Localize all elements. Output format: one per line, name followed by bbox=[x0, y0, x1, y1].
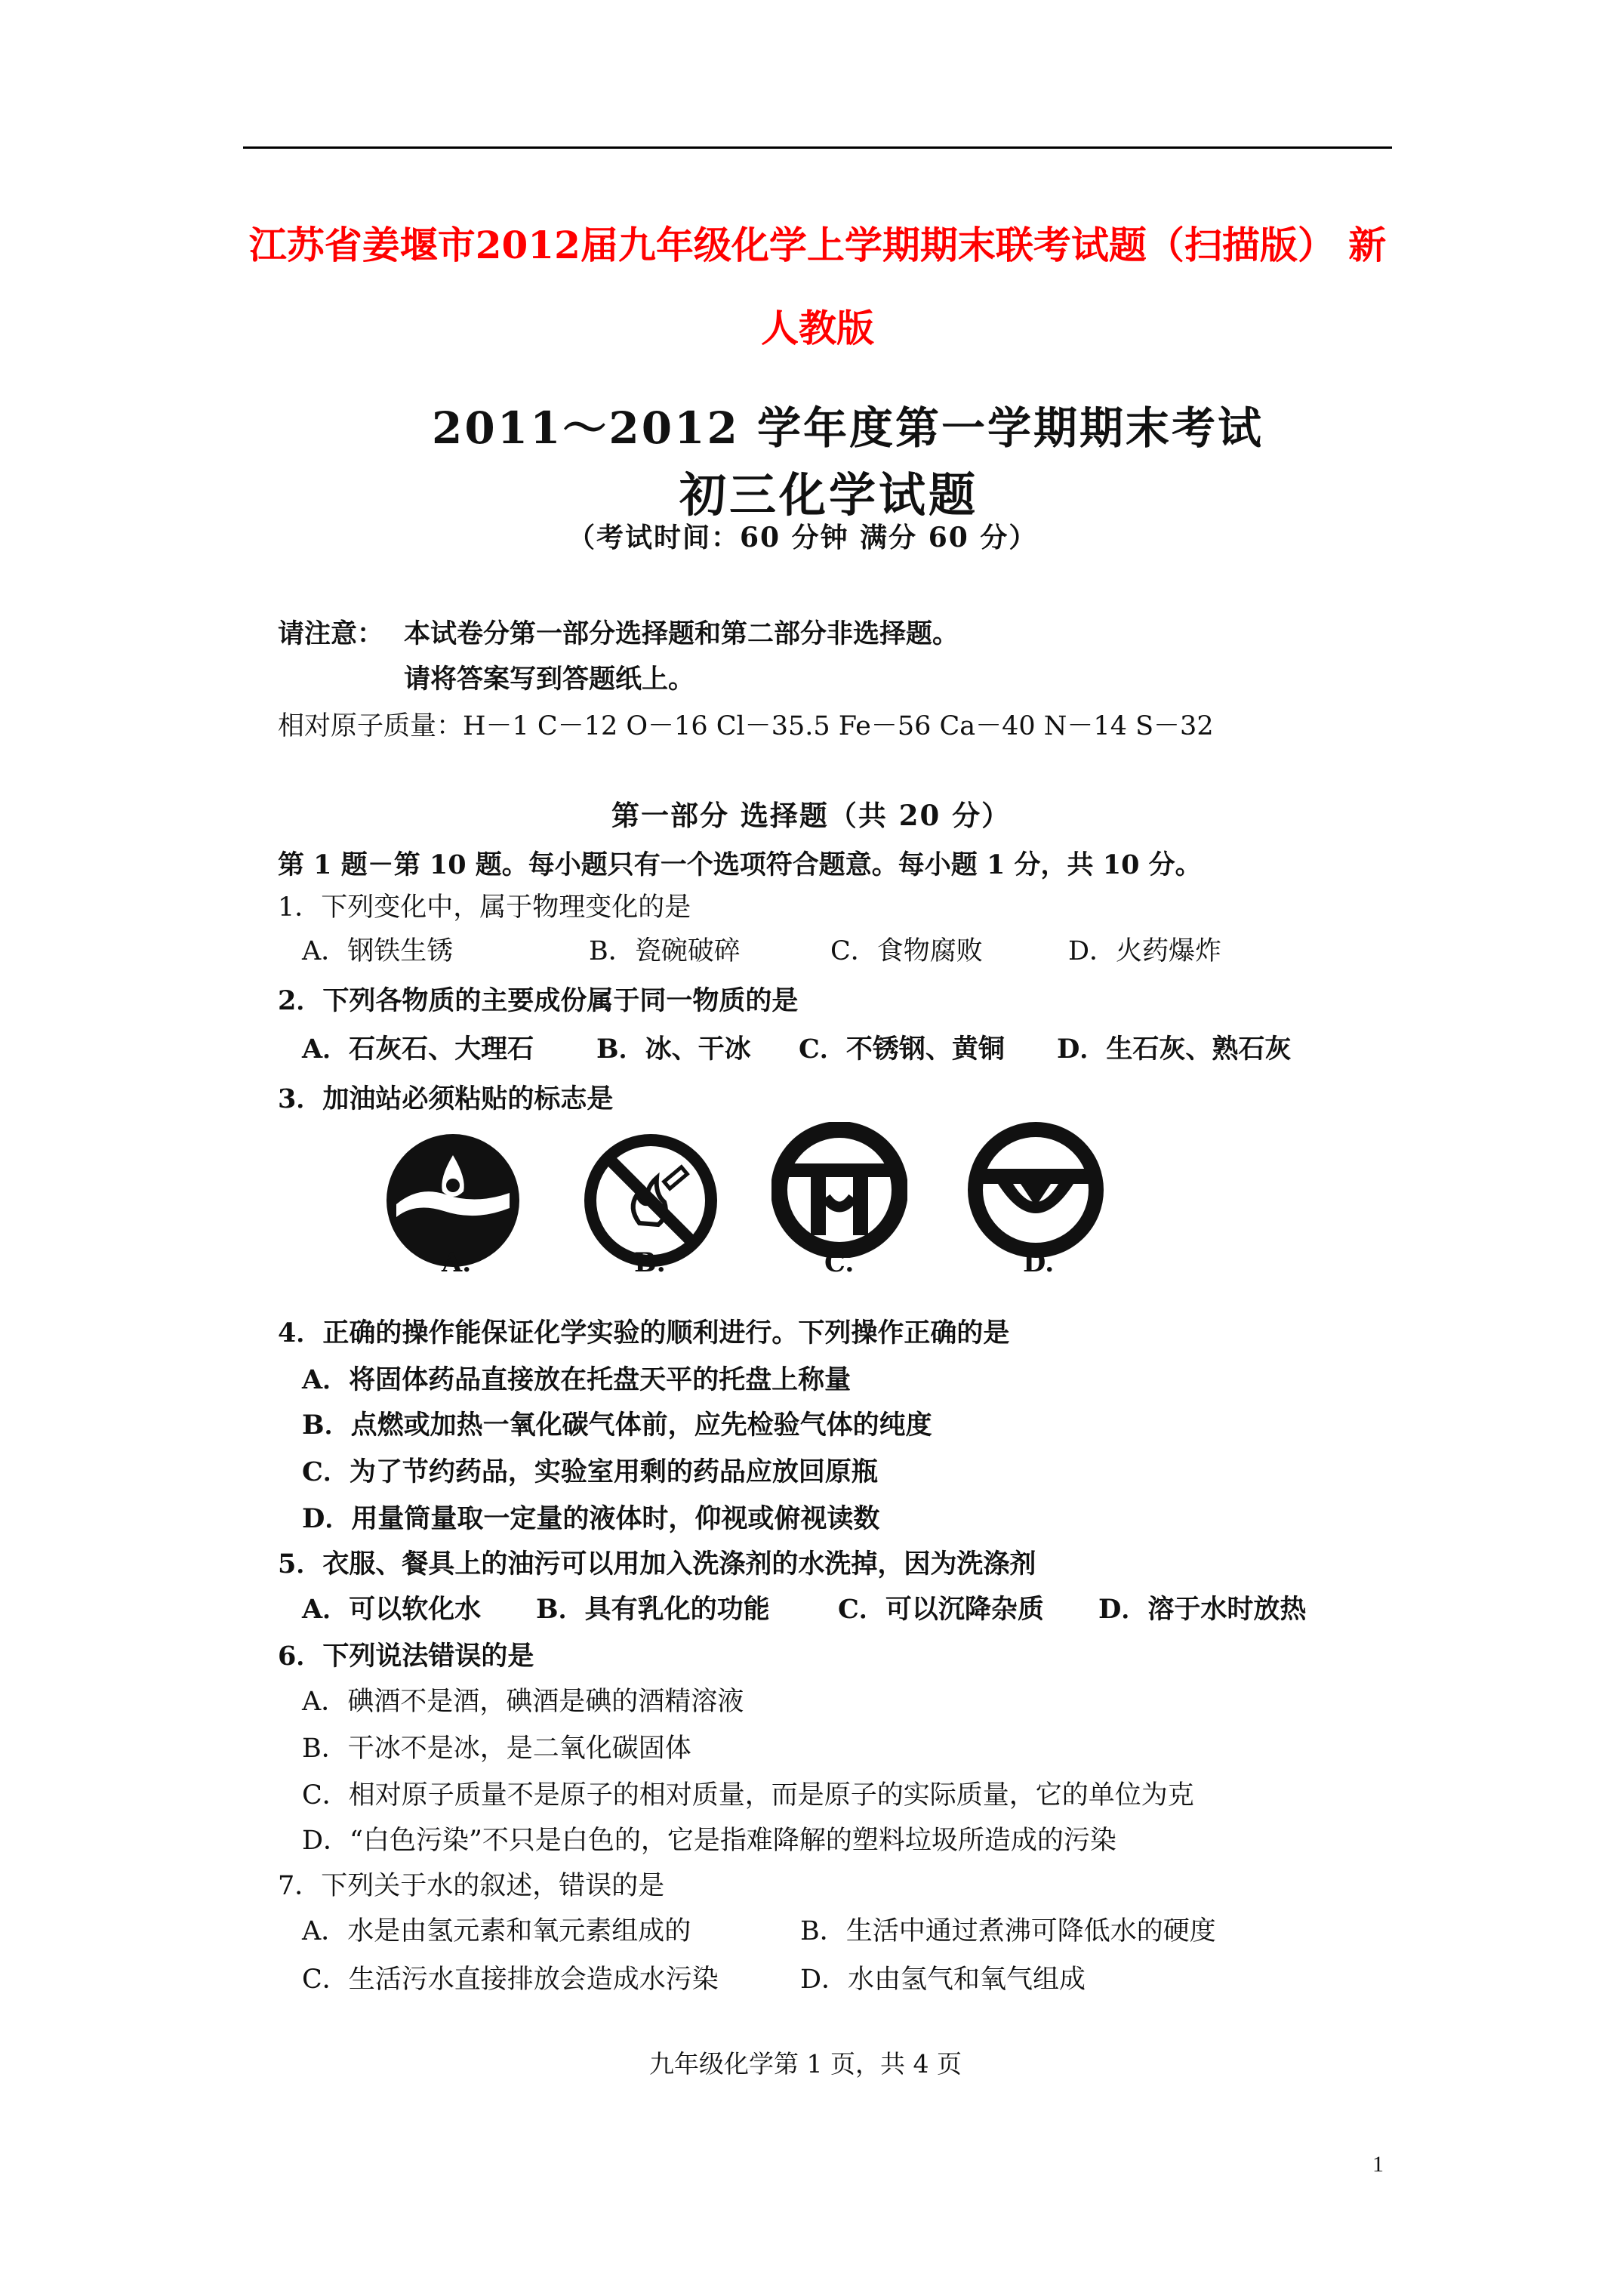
q4-stem: 4．正确的操作能保证化学实验的顺利进行。下列操作正确的是 bbox=[278, 1318, 1010, 1348]
atomic-mass-line: 相对原子质量：H－1 C－12 O－16 Cl－35.5 Fe－56 Ca－40 N－14 S－32 bbox=[278, 711, 1214, 741]
q1-option-d: D．火药爆炸 bbox=[1068, 936, 1222, 966]
q2-option-a: A．石灰石、大理石 bbox=[302, 1034, 534, 1065]
section1-heading: 第一部分 选择题（共 20 分） bbox=[611, 799, 1012, 832]
q7-option-b: B．生活中通过煮沸可降低水的硬度 bbox=[800, 1916, 1216, 1946]
q1-option-b: B．瓷碗破碎 bbox=[589, 936, 741, 966]
q6-option-c: C．相对原子质量不是原子的相对质量，而是原子的实际质量，它的单位为克 bbox=[302, 1780, 1194, 1811]
sign-d-icon bbox=[968, 1122, 1104, 1258]
q1-option-a: A．钢铁生锈 bbox=[302, 936, 454, 966]
q5-option-b: B．具有乳化的功能 bbox=[536, 1594, 770, 1625]
document-title-line2: 人教版 bbox=[761, 306, 874, 350]
exam-time: （考试时间：60 分钟 满分 60 分） bbox=[568, 522, 1038, 553]
document-title-line1: 江苏省姜堰市2012届九年级化学上学期期末联考试题（扫描版） 新 bbox=[248, 223, 1387, 267]
q6-option-d: D．“白色污染”不只是白色的，它是指难降解的塑料垃圾所造成的污染 bbox=[302, 1826, 1116, 1856]
page-info-footer: 九年级化学第 1 页，共 4 页 bbox=[649, 2049, 962, 2079]
q3-stem: 3．加油站必须粘贴的标志是 bbox=[278, 1083, 614, 1114]
q5-option-c: C．可以沉降杂质 bbox=[838, 1594, 1044, 1625]
q7-option-d: D．水由氢气和氧气组成 bbox=[800, 1965, 1086, 1995]
q5-option-a: A．可以软化水 bbox=[302, 1594, 482, 1625]
q4-option-a: A．将固体药品直接放在托盘天平的托盘上称量 bbox=[302, 1364, 852, 1395]
q3-option-d: D. bbox=[1023, 1247, 1055, 1278]
q7-stem: 7．下列关于水的叙述，错误的是 bbox=[278, 1871, 665, 1901]
q2-stem: 2．下列各物质的主要成份属于同一物质的是 bbox=[278, 985, 799, 1016]
q3-option-a: A. bbox=[442, 1247, 472, 1278]
q4-option-d: D．用量筒量取一定量的液体时，仰视或俯视读数 bbox=[302, 1503, 880, 1534]
notice-label: 请注意： bbox=[278, 618, 384, 649]
q2-option-d: D．生石灰、熟石灰 bbox=[1057, 1034, 1292, 1065]
page-number: 1 bbox=[1372, 2152, 1384, 2177]
notice-line1: 本试卷分第一部分选择题和第二部分非选择题。 bbox=[404, 618, 959, 649]
q2-option-c: C．不锈钢、黄铜 bbox=[799, 1034, 1005, 1065]
q2-option-b: B．冰、干冰 bbox=[596, 1034, 751, 1065]
q5-option-d: D．溶于水时放热 bbox=[1098, 1594, 1307, 1625]
q6-option-a: A．碘酒不是酒，碘酒是碘的酒精溶液 bbox=[302, 1687, 744, 1717]
notice-line2: 请将答案写到答题纸上。 bbox=[404, 664, 695, 695]
q7-option-c: C．生活污水直接排放会造成水污染 bbox=[302, 1965, 719, 1995]
q4-option-b: B．点燃或加热一氧化碳气体前，应先检验气体的纯度 bbox=[302, 1410, 932, 1441]
exam-title: 2011～2012 学年度第一学期期末考试 bbox=[432, 402, 1264, 454]
section1-instruction: 第 1 题－第 10 题。每小题只有一个选项符合题意。每小题 1 分，共 10 分。 bbox=[278, 849, 1202, 880]
q3-option-c: C. bbox=[824, 1247, 855, 1278]
top-rule bbox=[243, 146, 1392, 149]
q5-stem: 5．衣服、餐具上的油污可以用加入洗涤剂的水洗掉，因为洗涤剂 bbox=[278, 1549, 1036, 1579]
q4-option-c: C．为了节约药品，实验室用剩的药品应放回原瓶 bbox=[302, 1456, 878, 1487]
q1-stem: 1．下列变化中，属于物理变化的是 bbox=[278, 892, 691, 923]
q1-option-c: C．食物腐败 bbox=[830, 936, 983, 966]
q6-stem: 6．下列说法错误的是 bbox=[278, 1641, 534, 1672]
exam-subtitle: 初三化学试题 bbox=[679, 467, 979, 522]
q7-option-a: A．水是由氢元素和氧元素组成的 bbox=[302, 1916, 691, 1946]
q3-option-b: B. bbox=[634, 1247, 666, 1278]
q6-option-b: B．干冰不是冰，是二氧化碳固体 bbox=[302, 1734, 691, 1764]
sign-c-icon bbox=[771, 1122, 907, 1258]
